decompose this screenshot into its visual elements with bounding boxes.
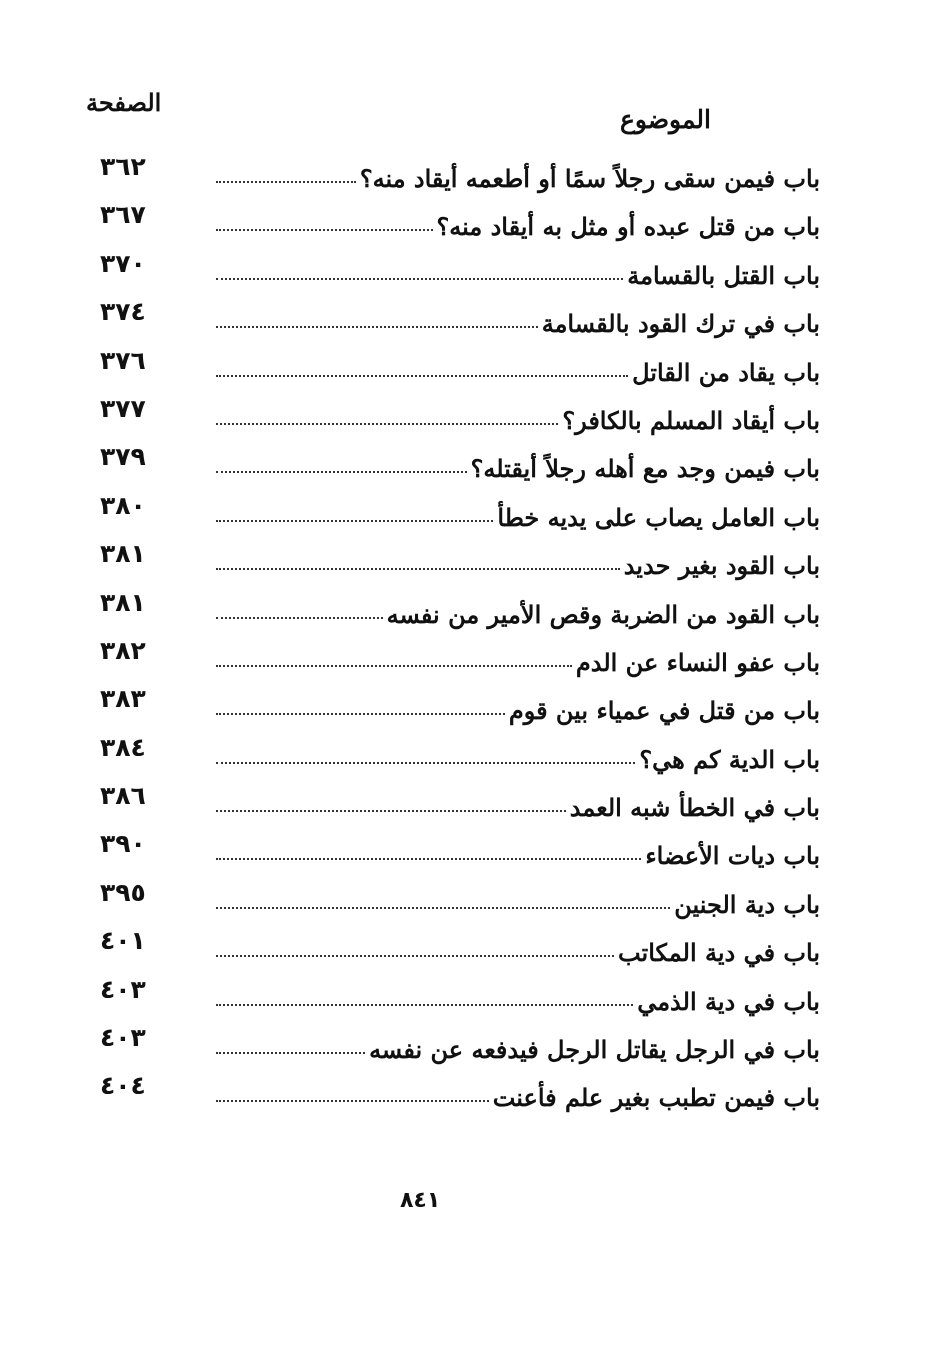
toc-row: [100, 440, 820, 488]
toc-entry: [210, 987, 820, 1016]
toc-entry: [210, 793, 820, 822]
toc-title: باب ديات الأعضاء: [645, 841, 820, 871]
toc-title: باب العامل يصاب على يديه خطأ: [497, 502, 820, 532]
toc-entry: [210, 648, 820, 677]
dot-leader: [216, 858, 641, 860]
toc-entry: [210, 600, 820, 629]
dot-leader: [216, 762, 635, 764]
toc-page-number: ٣٩٥: [100, 877, 146, 907]
dot-leader: [216, 568, 620, 570]
toc-page-number: ٣٧٦: [100, 345, 146, 375]
dot-leader: [216, 907, 670, 909]
dot-leader: [216, 713, 505, 715]
toc-title: باب من قتل في عمياء بين قوم: [508, 696, 820, 726]
toc-title: باب يقاد من القاتل: [632, 357, 820, 387]
toc-row: [100, 150, 820, 198]
toc-row: [100, 924, 820, 972]
toc-row: [100, 344, 820, 392]
dot-leader: [216, 810, 566, 812]
toc-title: باب دية الجنين: [674, 889, 820, 919]
toc-title: باب الدية كم هي؟: [639, 744, 820, 774]
dot-leader: [216, 278, 623, 280]
dot-leader: [216, 181, 356, 183]
dot-leader: [216, 471, 467, 473]
toc-entry: [210, 841, 820, 870]
toc-row: [100, 537, 820, 585]
toc-page-number: ٣٨١: [100, 539, 146, 569]
toc-page-number: ٣٦٧: [100, 200, 146, 230]
dot-leader: [216, 617, 383, 619]
toc-entry: [210, 358, 820, 387]
toc-title: باب عفو النساء عن الدم: [575, 647, 820, 677]
toc-page-number: ٣٨٤: [100, 732, 146, 762]
toc-title: باب في الرجل يقاتل الرجل فيدفعه عن نفسه: [369, 1035, 820, 1065]
toc-title: باب في ترك القود بالقسامة: [541, 309, 820, 339]
toc-row: [100, 827, 820, 875]
toc-entry: [210, 261, 820, 290]
toc-entry: [210, 745, 820, 774]
toc-entry: [210, 406, 820, 435]
toc-entry: [210, 1035, 820, 1064]
toc-page-number: ٣٧٩: [100, 442, 146, 472]
toc-row: [100, 392, 820, 440]
toc-title: باب فيمن سقى رجلاً سمًا أو أطعمه أيقاد منه؟: [359, 164, 820, 193]
toc-entry: [210, 164, 820, 193]
dot-leader: [216, 520, 493, 522]
dot-leader: [216, 375, 628, 377]
toc-row: [100, 731, 820, 779]
toc-row: [100, 973, 820, 1021]
table-of-contents: [100, 150, 820, 1118]
toc-row: [100, 586, 820, 634]
toc-title: باب في الخطأ شبه العمد: [569, 793, 820, 823]
toc-row: [100, 634, 820, 682]
toc-row: [100, 489, 820, 537]
dot-leader: [216, 1052, 365, 1054]
toc-row: [100, 779, 820, 827]
toc-title: باب القود من الضربة وقص الأمير من نفسه: [386, 599, 820, 629]
dot-leader: [216, 326, 538, 328]
dot-leader: [216, 423, 558, 425]
toc-entry: [210, 938, 820, 967]
page-folio-number: ٨٤١: [400, 1188, 441, 1213]
toc-entry: [210, 890, 820, 919]
toc-entry: [210, 696, 820, 725]
toc-page-number: ٣٩٠: [100, 829, 146, 859]
toc-page-number: ٣٦٢: [100, 152, 146, 181]
toc-row: [100, 1021, 820, 1069]
toc-entry: [210, 503, 820, 532]
toc-row: [100, 1069, 820, 1117]
toc-row: [100, 247, 820, 295]
topic-column-header: الموضوع: [620, 105, 711, 134]
toc-page-number: ٤٠٣: [100, 1023, 146, 1053]
toc-entry: [210, 309, 820, 338]
page-column-header: الصفحة: [86, 88, 162, 117]
toc-page-number: ٤٠١: [100, 926, 146, 956]
dot-leader: [216, 665, 572, 667]
dot-leader: [216, 1004, 633, 1006]
toc-page-number: ٣٨٦: [100, 781, 146, 811]
toc-page-number: ٤٠٤: [100, 1071, 146, 1101]
dot-leader: [216, 1100, 489, 1102]
toc-row: [100, 682, 820, 730]
toc-page-number: ٣٧٠: [100, 248, 146, 278]
toc-title: باب القتل بالقسامة: [627, 260, 820, 290]
toc-page-number: ٣٧٧: [100, 393, 146, 423]
toc-title: باب أيقاد المسلم بالكافر؟: [562, 405, 820, 435]
toc-title: باب فيمن وجد مع أهله رجلاً أيقتله؟: [470, 454, 820, 484]
toc-row: [100, 198, 820, 246]
toc-entry: [210, 551, 820, 580]
toc-page-number: ٣٨٢: [100, 635, 146, 665]
toc-title: باب من قتل عبده أو مثل به أيقاد منه؟: [436, 212, 820, 242]
toc-title: باب القود بغير حديد: [623, 551, 820, 581]
toc-page-number: ٣٧٤: [100, 297, 146, 327]
toc-page-number: ٣٨٠: [100, 490, 146, 520]
toc-entry: [210, 212, 820, 241]
toc-entry: [210, 1083, 820, 1112]
toc-page-number: ٤٠٣: [100, 974, 146, 1004]
dot-leader: [216, 955, 614, 957]
toc-title: باب فيمن تطبب بغير علم فأعنت: [492, 1083, 820, 1113]
toc-title: باب في دية المكاتب: [617, 938, 820, 968]
toc-row: [100, 876, 820, 924]
toc-page-number: ٣٨١: [100, 587, 146, 617]
dot-leader: [216, 229, 433, 231]
toc-row: [100, 295, 820, 343]
toc-page-number: ٣٨٣: [100, 684, 146, 714]
toc-entry: [210, 454, 820, 483]
toc-title: باب في دية الذمي: [637, 986, 820, 1016]
